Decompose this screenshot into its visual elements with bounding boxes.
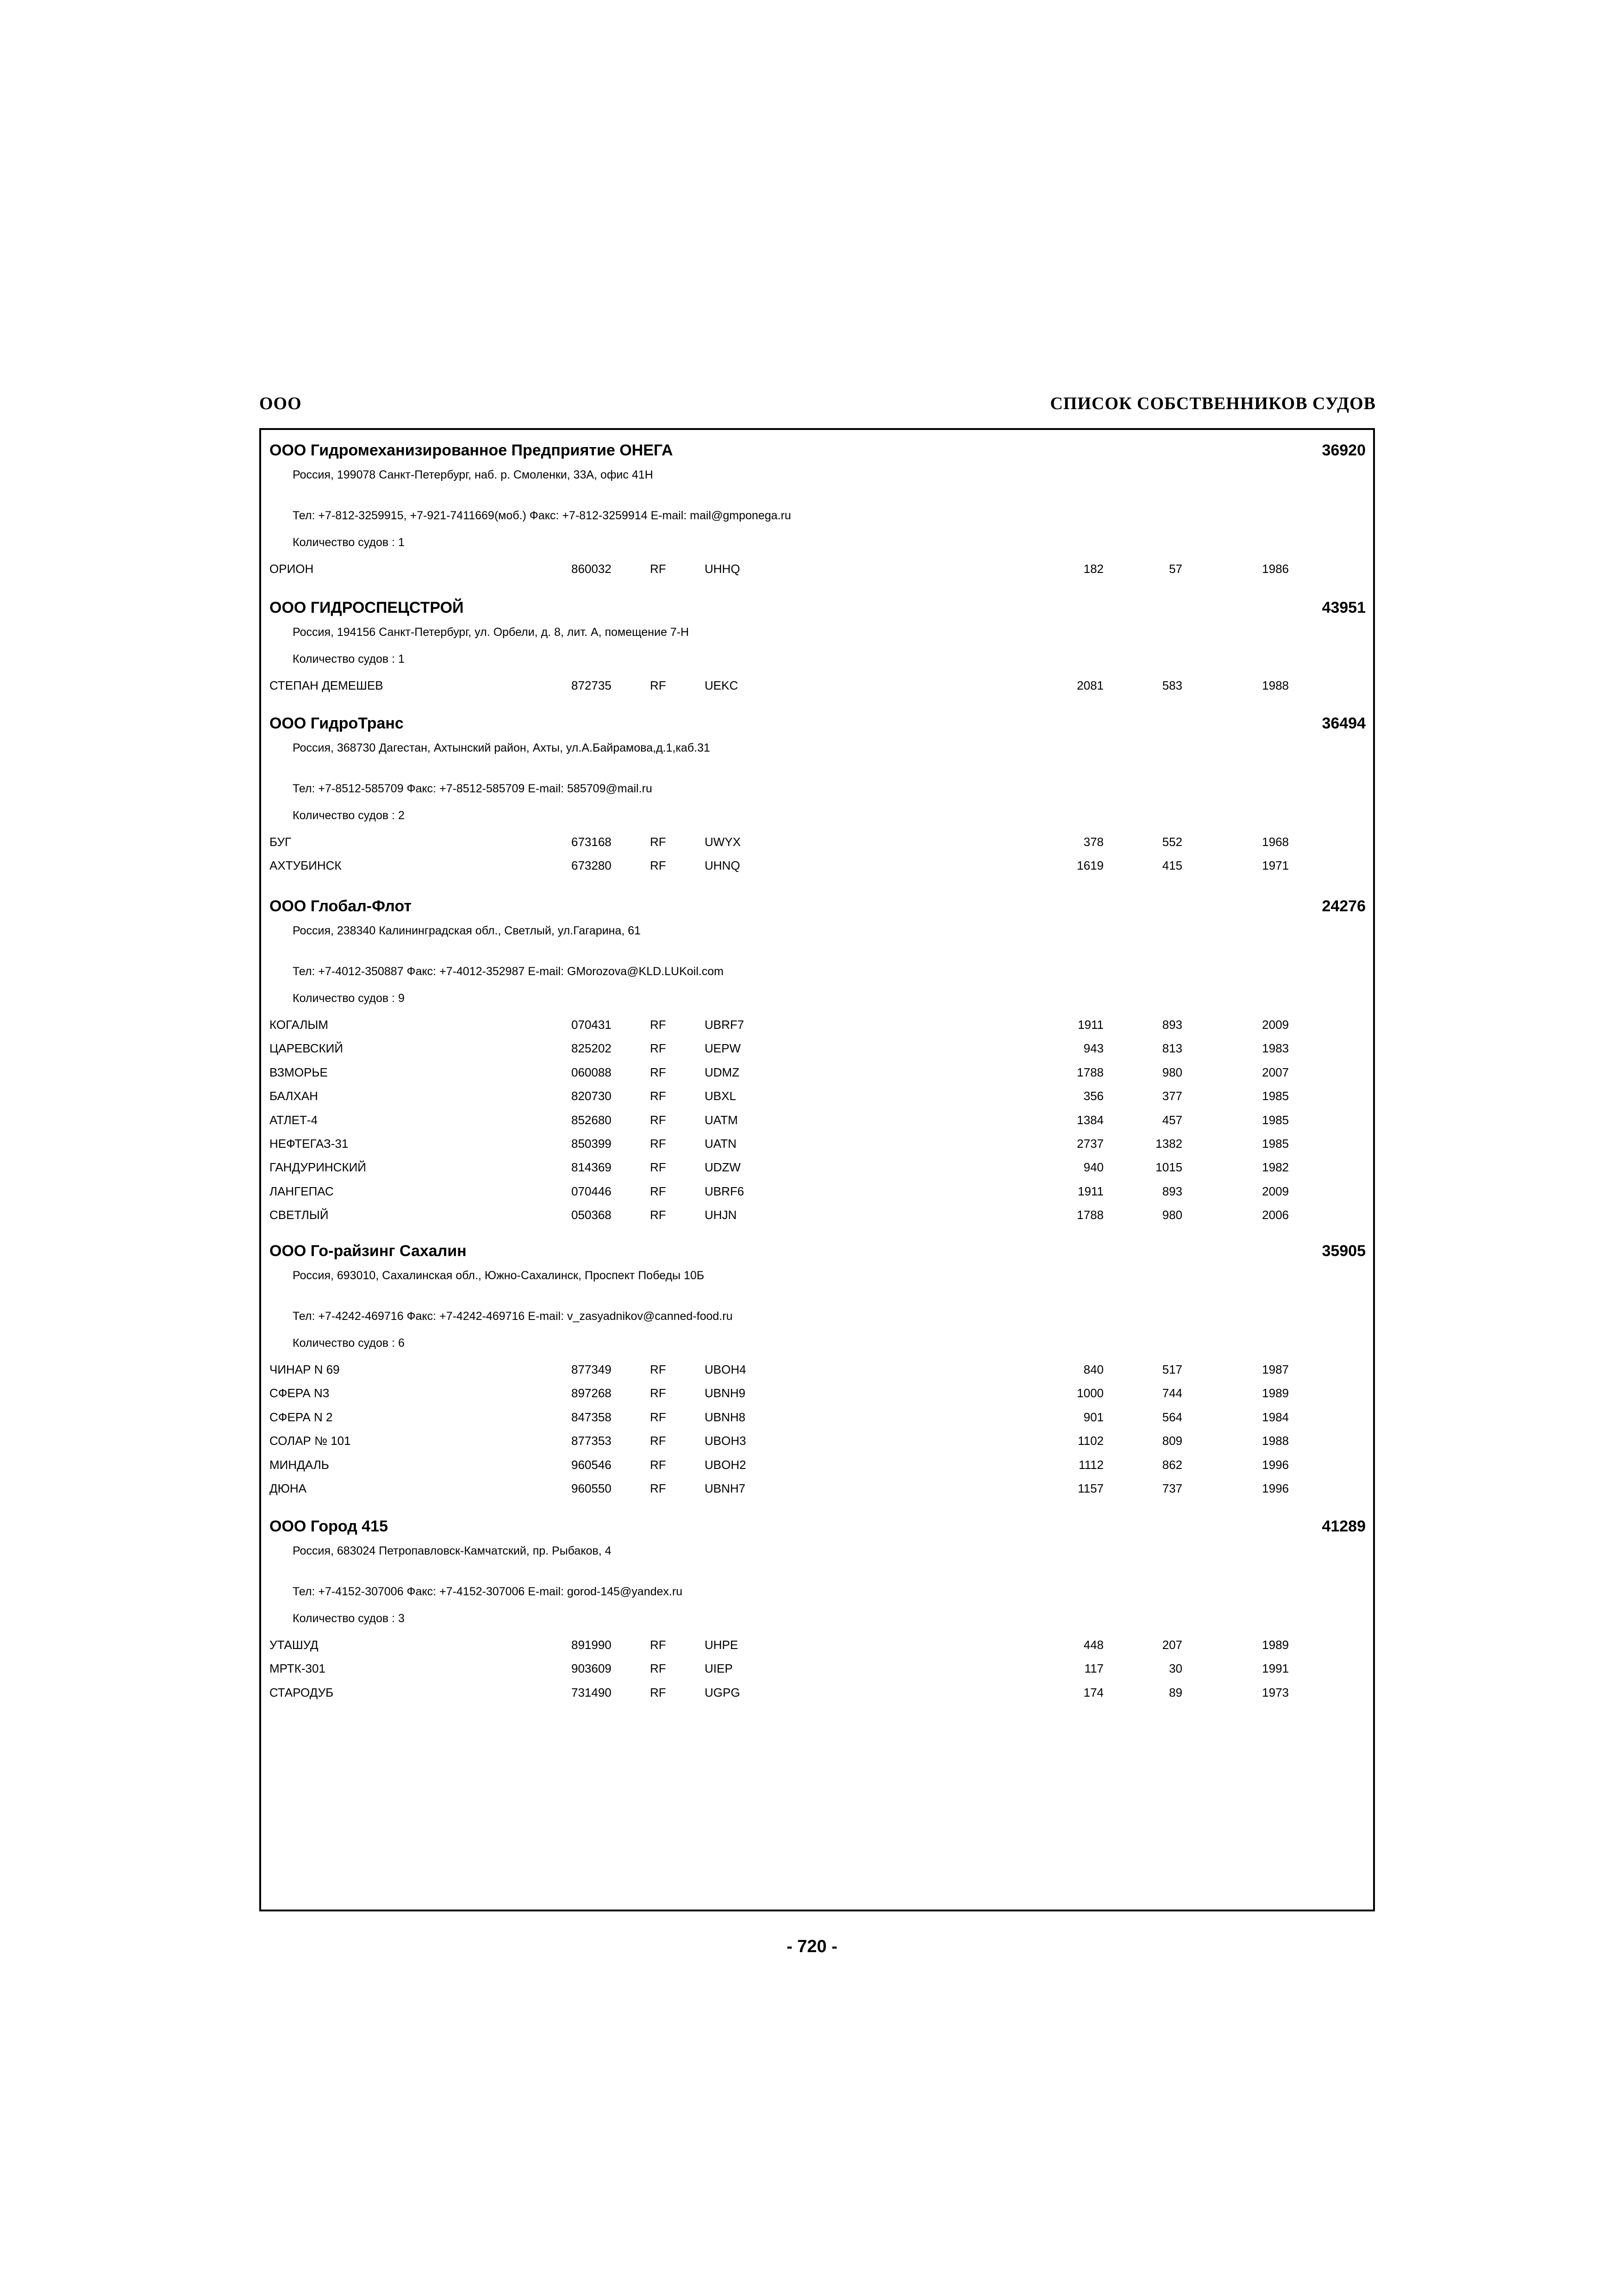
ship-callsign: UBNH7	[705, 1481, 746, 1495]
ship-build-year: 1982	[1262, 1160, 1289, 1175]
ship-registry-number: 731490	[571, 1685, 612, 1699]
ship-row	[261, 1686, 1373, 1704]
ship-callsign: UHJN	[705, 1208, 737, 1222]
ship-row	[261, 1160, 1373, 1179]
ship-flag: RF	[650, 1160, 666, 1175]
ship-callsign: UEPW	[705, 1041, 741, 1056]
ship-row	[261, 1089, 1373, 1108]
ship-registry-number: 050368	[571, 1208, 612, 1222]
ship-row	[261, 562, 1373, 580]
ship-build-year: 2007	[1262, 1065, 1289, 1079]
ship-build-year: 1989	[1262, 1386, 1289, 1400]
ship-gross-tonnage: 1788	[1077, 1208, 1104, 1222]
ship-count: Количество судов : 3	[293, 1612, 405, 1625]
company-address: Россия, 693010, Сахалинская обл., Южно-Сахалинск, Проспект Победы 10Б	[293, 1269, 705, 1282]
ship-flag: RF	[650, 562, 666, 576]
ship-count: Количество судов : 1	[293, 653, 405, 666]
ship-build-year: 1971	[1262, 859, 1289, 873]
ship-deadweight: 1015	[1156, 1160, 1182, 1175]
ship-name: СТАРОДУБ	[269, 1685, 334, 1699]
company-id: 24276	[1322, 897, 1366, 915]
ship-row	[261, 1018, 1373, 1036]
ship-build-year: 1989	[1262, 1638, 1289, 1652]
ship-callsign: UBRF7	[705, 1018, 744, 1032]
ship-callsign: UHNQ	[705, 859, 740, 873]
ship-name: КОГАЛЫМ	[269, 1018, 329, 1032]
ship-flag: RF	[650, 1457, 666, 1472]
ship-name: ЦАРЕВСКИЙ	[269, 1041, 344, 1056]
ship-build-year: 1968	[1262, 835, 1289, 849]
ship-row	[261, 678, 1373, 697]
ship-count: Количество судов : 6	[293, 1337, 405, 1350]
ship-gross-tonnage: 378	[1083, 835, 1104, 849]
ship-flag: RF	[650, 1685, 666, 1699]
ship-gross-tonnage: 1911	[1078, 1018, 1104, 1032]
ship-gross-tonnage: 448	[1083, 1638, 1104, 1652]
ship-name: НЕФТЕГАЗ-31	[269, 1137, 349, 1151]
ship-registry-number: 820730	[571, 1089, 612, 1103]
ship-callsign: UDZW	[705, 1160, 741, 1175]
ship-deadweight: 893	[1162, 1184, 1182, 1198]
ship-build-year: 1996	[1262, 1481, 1289, 1495]
ship-row	[261, 1410, 1373, 1429]
company-id: 35905	[1322, 1242, 1366, 1260]
company-address: Россия, 194156 Санкт-Петербург, ул. Орбели, д. 8, лит. А, помещение 7-Н	[293, 626, 689, 639]
ship-deadweight: 744	[1162, 1386, 1182, 1400]
ship-registry-number: 897268	[571, 1386, 612, 1400]
ship-name: МИНДАЛЬ	[269, 1457, 329, 1472]
ship-flag: RF	[650, 1113, 666, 1127]
ship-flag: RF	[650, 1137, 666, 1151]
ship-deadweight: 552	[1162, 835, 1182, 849]
ship-row	[261, 1208, 1373, 1226]
ship-registry-number: 673168	[571, 835, 612, 849]
ship-name: ЧИНАР N 69	[269, 1363, 340, 1376]
ship-gross-tonnage: 2081	[1077, 678, 1104, 692]
ship-gross-tonnage: 356	[1083, 1089, 1104, 1103]
ship-gross-tonnage: 901	[1083, 1410, 1104, 1424]
ship-deadweight: 980	[1162, 1208, 1182, 1222]
ship-count: Количество судов : 2	[293, 809, 405, 822]
company-id: 36494	[1322, 715, 1366, 732]
ship-flag: RF	[650, 1089, 666, 1103]
company-address: Россия, 368730 Дагестан, Ахтынский район, Ахты, ул.А.Байрамова,д.1,каб.31	[293, 741, 710, 754]
ship-build-year: 1985	[1262, 1113, 1289, 1127]
ship-name: СОЛАР № 101	[269, 1434, 351, 1448]
ship-build-year: 1985	[1262, 1137, 1289, 1151]
company-address: Россия, 238340 Калининградская обл., Светлый, ул.Гагарина, 61	[293, 924, 641, 937]
ship-build-year: 2006	[1262, 1208, 1289, 1222]
ship-name: МРТК-301	[269, 1661, 325, 1676]
ship-callsign: UWYX	[705, 835, 741, 849]
ship-callsign: UBOH3	[705, 1434, 746, 1448]
company-contact: Тел: +7-4152-307006 Факс: +7-4152-307006 E-mail: gorod-145@yandex.ru	[293, 1585, 683, 1598]
ship-callsign: UBRF6	[705, 1184, 744, 1198]
ship-callsign: UBOH4	[705, 1363, 746, 1376]
company-name: ООО ГидроТранс	[269, 715, 404, 732]
ship-deadweight: 980	[1162, 1065, 1182, 1079]
ship-build-year: 1984	[1262, 1410, 1289, 1424]
company-name: ООО Город 415	[269, 1518, 388, 1535]
ship-deadweight: 207	[1162, 1638, 1182, 1652]
ship-flag: RF	[650, 859, 666, 873]
ship-gross-tonnage: 2737	[1077, 1137, 1104, 1151]
company-name: ООО Глобал-Флот	[269, 897, 412, 915]
ship-registry-number: 673280	[571, 859, 612, 873]
ship-deadweight: 583	[1162, 678, 1182, 692]
ship-callsign: UATN	[705, 1137, 737, 1151]
ship-name: АТЛЕТ-4	[269, 1113, 318, 1127]
company-name: ООО ГИДРОСПЕЦСТРОЙ	[269, 599, 464, 616]
ship-deadweight: 30	[1169, 1661, 1182, 1676]
ship-callsign: UHHQ	[705, 562, 740, 576]
ship-deadweight: 813	[1162, 1041, 1182, 1056]
ship-flag: RF	[650, 1041, 666, 1056]
ship-deadweight: 862	[1162, 1457, 1182, 1472]
ship-name: ДЮНА	[269, 1481, 306, 1495]
company-contact: Тел: +7-4012-350887 Факс: +7-4012-352987 E-mail: GMorozova@KLD.LUKoil.com	[293, 965, 724, 978]
ship-gross-tonnage: 840	[1083, 1363, 1104, 1376]
ship-flag: RF	[650, 678, 666, 692]
ship-name: БАЛХАН	[269, 1089, 318, 1103]
ship-gross-tonnage: 940	[1083, 1160, 1104, 1175]
ship-name: СФЕРА N3	[269, 1386, 330, 1400]
ship-build-year: 1988	[1262, 678, 1289, 692]
ship-flag: RF	[650, 835, 666, 849]
company-contact: Тел: +7-812-3259915, +7-921-7411669(моб.) Факс: +7-812-3259914 E-mail: mail@gmponega.ru	[293, 509, 791, 522]
ship-deadweight: 57	[1169, 562, 1182, 576]
ship-registry-number: 852680	[571, 1113, 612, 1127]
page-number: - 720 -	[787, 1937, 837, 1956]
ship-build-year: 1983	[1262, 1041, 1289, 1056]
page-header	[259, 393, 1376, 421]
ship-callsign: UATM	[705, 1113, 738, 1127]
ship-flag: RF	[650, 1363, 666, 1376]
ship-callsign: UBXL	[705, 1089, 736, 1103]
ship-flag: RF	[650, 1410, 666, 1424]
ship-deadweight: 415	[1162, 859, 1182, 873]
content-frame	[259, 428, 1375, 1911]
ship-callsign: UBNH9	[705, 1386, 746, 1400]
ship-gross-tonnage: 174	[1083, 1685, 1104, 1699]
ship-build-year: 1986	[1262, 562, 1289, 576]
ship-row	[261, 1661, 1373, 1680]
ship-name: ЛАНГЕПАС	[269, 1184, 334, 1198]
ship-registry-number: 891990	[571, 1638, 612, 1652]
ship-row	[261, 1434, 1373, 1452]
ship-row	[261, 1113, 1373, 1132]
ship-row	[261, 1184, 1373, 1203]
ship-registry-number: 877349	[571, 1363, 612, 1376]
ship-gross-tonnage: 1911	[1078, 1184, 1104, 1198]
ship-build-year: 1987	[1262, 1363, 1289, 1376]
company-contact: Тел: +7-8512-585709 Факс: +7-8512-585709 E-mail: 585709@mail.ru	[293, 782, 652, 795]
ship-row	[261, 1065, 1373, 1084]
ship-row	[261, 835, 1373, 853]
ship-build-year: 1988	[1262, 1434, 1289, 1448]
ship-deadweight: 737	[1162, 1481, 1182, 1495]
ship-deadweight: 377	[1162, 1089, 1182, 1103]
ship-name: СТЕПАН ДЕМЕШЕВ	[269, 678, 383, 692]
ship-deadweight: 517	[1162, 1363, 1182, 1376]
ship-row	[261, 1638, 1373, 1656]
ship-build-year: 1985	[1262, 1089, 1289, 1103]
ship-row	[261, 1386, 1373, 1405]
ship-flag: RF	[650, 1208, 666, 1222]
company-id: 36920	[1322, 442, 1366, 459]
company-name: ООО Гидромеханизированное Предприятие ОНЕГА	[269, 442, 673, 459]
ship-flag: RF	[650, 1184, 666, 1198]
ship-name: УТАШУД	[269, 1638, 319, 1652]
ship-registry-number: 872735	[571, 678, 612, 692]
ship-callsign: UBOH2	[705, 1457, 746, 1472]
ship-build-year: 1973	[1262, 1685, 1289, 1699]
ship-registry-number: 847358	[571, 1410, 612, 1424]
ship-name: СФЕРА N 2	[269, 1410, 333, 1424]
ship-gross-tonnage: 1157	[1078, 1481, 1104, 1495]
ship-registry-number: 960550	[571, 1481, 612, 1495]
ship-flag: RF	[650, 1434, 666, 1448]
ship-name: ОРИОН	[269, 562, 314, 576]
ship-flag: RF	[650, 1481, 666, 1495]
ship-gross-tonnage: 1102	[1078, 1434, 1104, 1448]
ship-registry-number: 960546	[571, 1457, 612, 1472]
ship-callsign: UBNH8	[705, 1410, 746, 1424]
ship-registry-number: 825202	[571, 1041, 612, 1056]
ship-build-year: 1991	[1262, 1661, 1289, 1676]
ship-row	[261, 859, 1373, 877]
ship-build-year: 2009	[1262, 1018, 1289, 1032]
ship-callsign: UHPE	[705, 1638, 738, 1652]
ship-gross-tonnage: 943	[1083, 1041, 1104, 1056]
ship-registry-number: 070431	[571, 1018, 612, 1032]
company-address: Россия, 683024 Петропавловск-Камчатский, пр. Рыбаков, 4	[293, 1544, 612, 1557]
ship-callsign: UDMZ	[705, 1065, 740, 1079]
ship-row	[261, 1458, 1373, 1476]
ship-flag: RF	[650, 1018, 666, 1032]
ship-gross-tonnage: 182	[1083, 562, 1104, 576]
ship-registry-number: 814369	[571, 1160, 612, 1175]
ship-gross-tonnage: 1619	[1077, 859, 1104, 873]
ship-name: ГАНДУРИНСКИЙ	[269, 1160, 366, 1175]
ship-gross-tonnage: 1112	[1079, 1457, 1104, 1472]
ship-registry-number: 877353	[571, 1434, 612, 1448]
ship-deadweight: 457	[1162, 1113, 1182, 1127]
ship-build-year: 2009	[1262, 1184, 1289, 1198]
ship-gross-tonnage: 1788	[1077, 1065, 1104, 1079]
ship-name: БУГ	[269, 835, 292, 849]
ship-flag: RF	[650, 1386, 666, 1400]
ship-row	[261, 1481, 1373, 1500]
ship-row	[261, 1041, 1373, 1060]
ship-flag: RF	[650, 1638, 666, 1652]
ship-gross-tonnage: 1000	[1077, 1386, 1104, 1400]
company-id: 41289	[1322, 1518, 1366, 1535]
ship-registry-number: 060088	[571, 1065, 612, 1079]
ship-gross-tonnage: 1384	[1077, 1113, 1104, 1127]
ship-row	[261, 1137, 1373, 1155]
company-name: ООО Го-райзинг Сахалин	[269, 1242, 467, 1260]
ship-name: АХТУБИНСК	[269, 859, 342, 873]
ship-flag: RF	[650, 1065, 666, 1079]
company-contact: Тел: +7-4242-469716 Факс: +7-4242-469716 E-mail: v_zasyadnikov@canned-food.ru	[293, 1310, 733, 1323]
company-address: Россия, 199078 Санкт-Петербург, наб. р. Смоленки, 33А, офис 41Н	[293, 468, 653, 481]
ship-deadweight: 893	[1162, 1018, 1182, 1032]
ship-registry-number: 860032	[571, 562, 612, 576]
ship-deadweight: 809	[1162, 1434, 1182, 1448]
ship-registry-number: 850399	[571, 1137, 612, 1151]
ship-build-year: 1996	[1262, 1457, 1289, 1472]
ship-callsign: UGPG	[705, 1685, 740, 1699]
ship-deadweight: 564	[1162, 1410, 1182, 1424]
ship-callsign: UIEP	[705, 1661, 733, 1676]
ship-name: СВЕТЛЫЙ	[269, 1208, 329, 1222]
ship-deadweight: 89	[1169, 1685, 1182, 1699]
company-id: 43951	[1322, 599, 1366, 616]
ship-gross-tonnage: 117	[1084, 1661, 1104, 1676]
header-section-label: ООО	[259, 394, 302, 413]
ship-registry-number: 070446	[571, 1184, 612, 1198]
ship-registry-number: 903609	[571, 1661, 612, 1676]
ship-callsign: UEKC	[705, 678, 738, 692]
ship-flag: RF	[650, 1661, 666, 1676]
ship-count: Количество судов : 9	[293, 992, 405, 1005]
ship-name: ВЗМОРЬЕ	[269, 1065, 328, 1079]
ship-row	[261, 1363, 1373, 1381]
ship-count: Количество судов : 1	[293, 536, 405, 549]
ship-deadweight: 1382	[1156, 1137, 1182, 1151]
header-title: СПИСОК СОБСТВЕННИКОВ СУДОВ	[1050, 394, 1376, 413]
